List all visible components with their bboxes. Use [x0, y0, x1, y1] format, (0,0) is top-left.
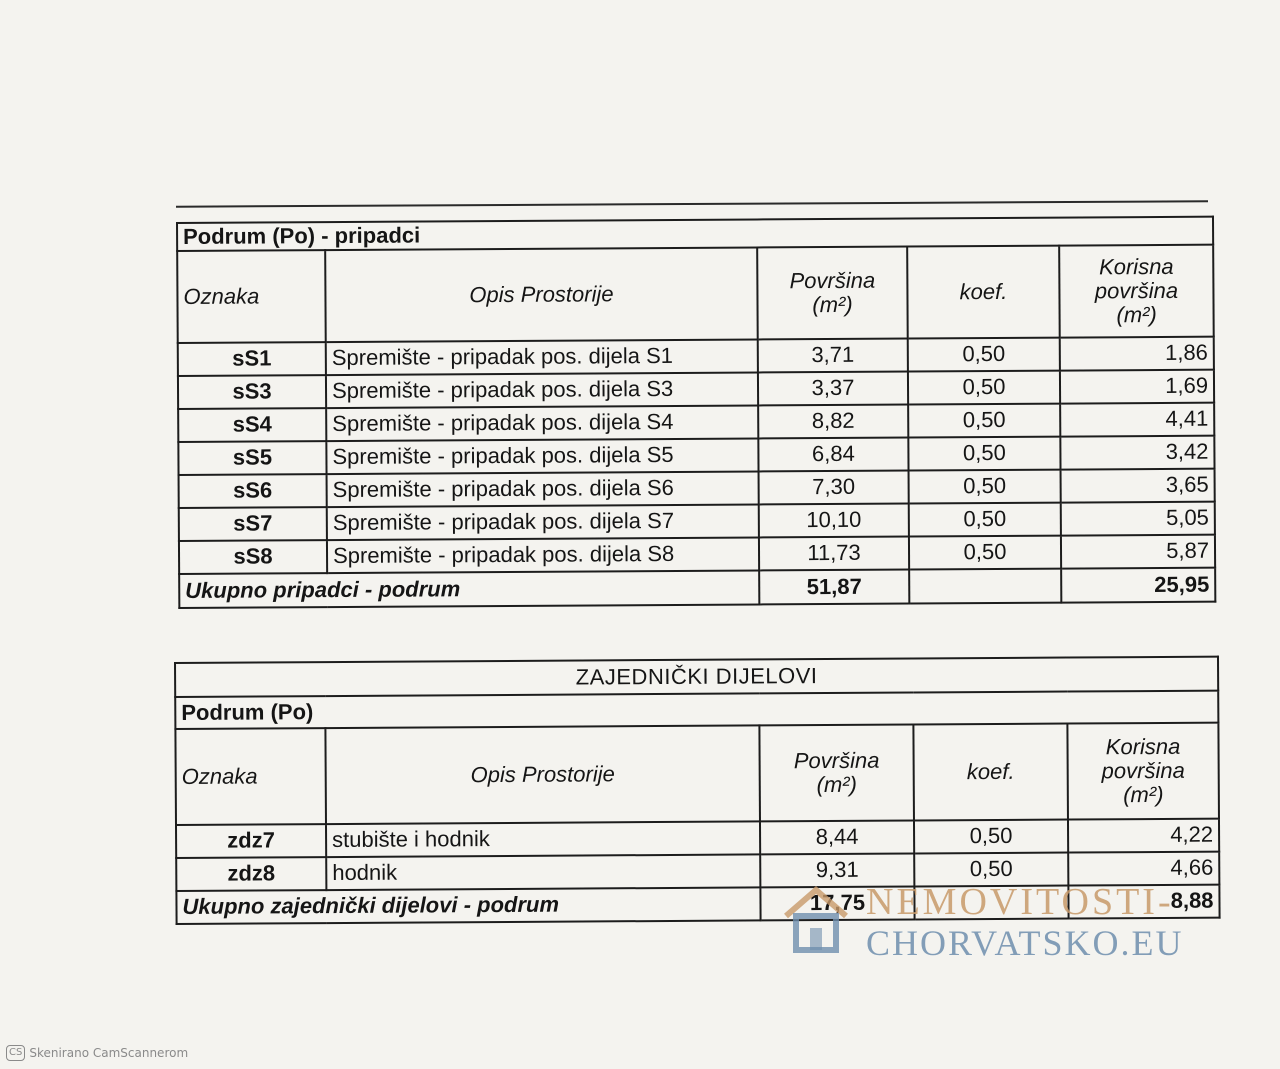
table-title: Podrum (Po) - pripadci: [177, 217, 1213, 251]
header-povrsina: [757, 247, 908, 340]
total-povrsina: 17,75: [760, 886, 914, 920]
table-title: Podrum (Po): [175, 691, 1218, 729]
header-koef: koef.: [913, 724, 1068, 821]
cell-koef: 0,50: [914, 853, 1068, 887]
header-opis: Opis Prostorije: [325, 725, 760, 824]
header-povrsina-label: Površina: [789, 267, 876, 294]
scanner-text: Skenirano CamScannerom: [29, 1046, 189, 1060]
cell-povrsina: 9,31: [760, 853, 914, 887]
watermark-line2: CHORVATSKO.EU: [866, 923, 1184, 963]
scanner-stamp: [6, 1045, 188, 1061]
header-koef: koef.: [907, 246, 1060, 339]
cell-oznaka: sS8: [179, 540, 327, 574]
cell-povrsina: 7,30: [759, 471, 909, 505]
cell-oznaka: zdz7: [176, 824, 326, 858]
cell-opis: stubište i hodnik: [326, 821, 760, 857]
cell-opis: Spremište - pripadak pos. dijela S1: [326, 339, 758, 375]
header-oznaka: Oznaka: [177, 250, 326, 343]
header-povrsina-unit: (m²): [812, 291, 853, 318]
total-label: Ukupno pripadci - podrum: [179, 570, 759, 608]
cell-korisna: 4,22: [1068, 819, 1219, 853]
header-korisna-unit: (m²): [1123, 782, 1164, 808]
total-koef-empty: [909, 569, 1061, 604]
header-korisna-unit: (m²): [1116, 302, 1157, 328]
cell-oznaka: sS3: [178, 375, 326, 409]
cell-opis: hodnik: [326, 854, 760, 890]
cell-koef: 0,50: [908, 338, 1060, 372]
header-korisna-line1: Korisna: [1105, 733, 1181, 760]
cell-povrsina: 11,73: [759, 537, 909, 571]
watermark-line1: NEMOVITOSTI-: [866, 881, 1174, 923]
header-opis: Opis Prostorije: [325, 247, 758, 342]
cell-oznaka: zdz8: [176, 857, 326, 891]
cell-povrsina: 10,10: [759, 504, 909, 538]
cell-koef: 0,50: [909, 503, 1061, 537]
header-korisna-line1: Korisna: [1098, 253, 1174, 280]
total-label: Ukupno zajednički dijelovi - podrum: [176, 887, 760, 924]
cell-opis: Spremište - pripadak pos. dijela S4: [326, 405, 758, 441]
cell-korisna: 5,87: [1061, 535, 1215, 569]
cell-korisna: 1,69: [1060, 370, 1214, 404]
cell-oznaka: sS5: [178, 441, 326, 475]
cell-oznaka: sS6: [179, 474, 327, 508]
cell-opis: Spremište - pripadak pos. dijela S6: [327, 471, 759, 507]
cell-opis: Spremište - pripadak pos. dijela S8: [327, 537, 759, 573]
cell-opis: Spremište - pripadak pos. dijela S7: [327, 504, 759, 540]
header-oznaka: Oznaka: [175, 728, 326, 825]
cell-povrsina: 8,82: [758, 405, 908, 439]
header-povrsina-label: Površina: [793, 747, 880, 774]
cell-koef: 0,50: [909, 536, 1061, 570]
cell-opis: Spremište - pripadak pos. dijela S5: [326, 438, 758, 474]
header-povrsina-unit: (m²): [816, 771, 857, 798]
cell-povrsina: 8,44: [760, 820, 914, 854]
cell-povrsina: 6,84: [758, 438, 908, 472]
pripadci-table: [176, 216, 1216, 609]
header-korisna: [1059, 245, 1214, 338]
cell-povrsina: 3,37: [758, 372, 908, 406]
scan-rule-line: [176, 200, 1208, 207]
header-povrsina: [759, 724, 914, 821]
header-korisna: [1067, 723, 1219, 820]
cell-koef: 0,50: [908, 404, 1060, 438]
table-banner: ZAJEDNIČKI DIJELOVI: [175, 657, 1218, 697]
cell-korisna: 4,41: [1060, 403, 1214, 437]
cell-korisna: 5,05: [1061, 502, 1215, 536]
cell-oznaka: sS4: [178, 408, 326, 442]
cell-oznaka: sS1: [178, 342, 326, 376]
cell-koef: 0,50: [908, 437, 1060, 471]
cell-opis: Spremište - pripadak pos. dijela S3: [326, 372, 758, 408]
camscanner-badge: CS: [6, 1045, 25, 1061]
header-korisna-line2: površina: [1101, 757, 1185, 784]
cell-korisna: 3,42: [1060, 436, 1214, 470]
total-korisna: 25,95: [1061, 568, 1215, 603]
cell-koef: 0,50: [914, 820, 1068, 854]
total-povrsina: 51,87: [759, 570, 909, 605]
cell-povrsina: 3,71: [758, 339, 908, 373]
cell-oznaka: sS7: [179, 507, 327, 541]
house-icon: [780, 882, 852, 954]
cell-korisna: 3,65: [1061, 469, 1215, 503]
cell-koef: 0,50: [908, 371, 1060, 405]
watermark: [780, 880, 1200, 963]
cell-korisna: 1,86: [1060, 337, 1214, 371]
header-korisna-line2: površina: [1094, 277, 1179, 304]
total-korisna: 8,88: [1068, 885, 1219, 919]
cell-koef: 0,50: [909, 470, 1061, 504]
cell-korisna: 4,66: [1068, 852, 1219, 886]
